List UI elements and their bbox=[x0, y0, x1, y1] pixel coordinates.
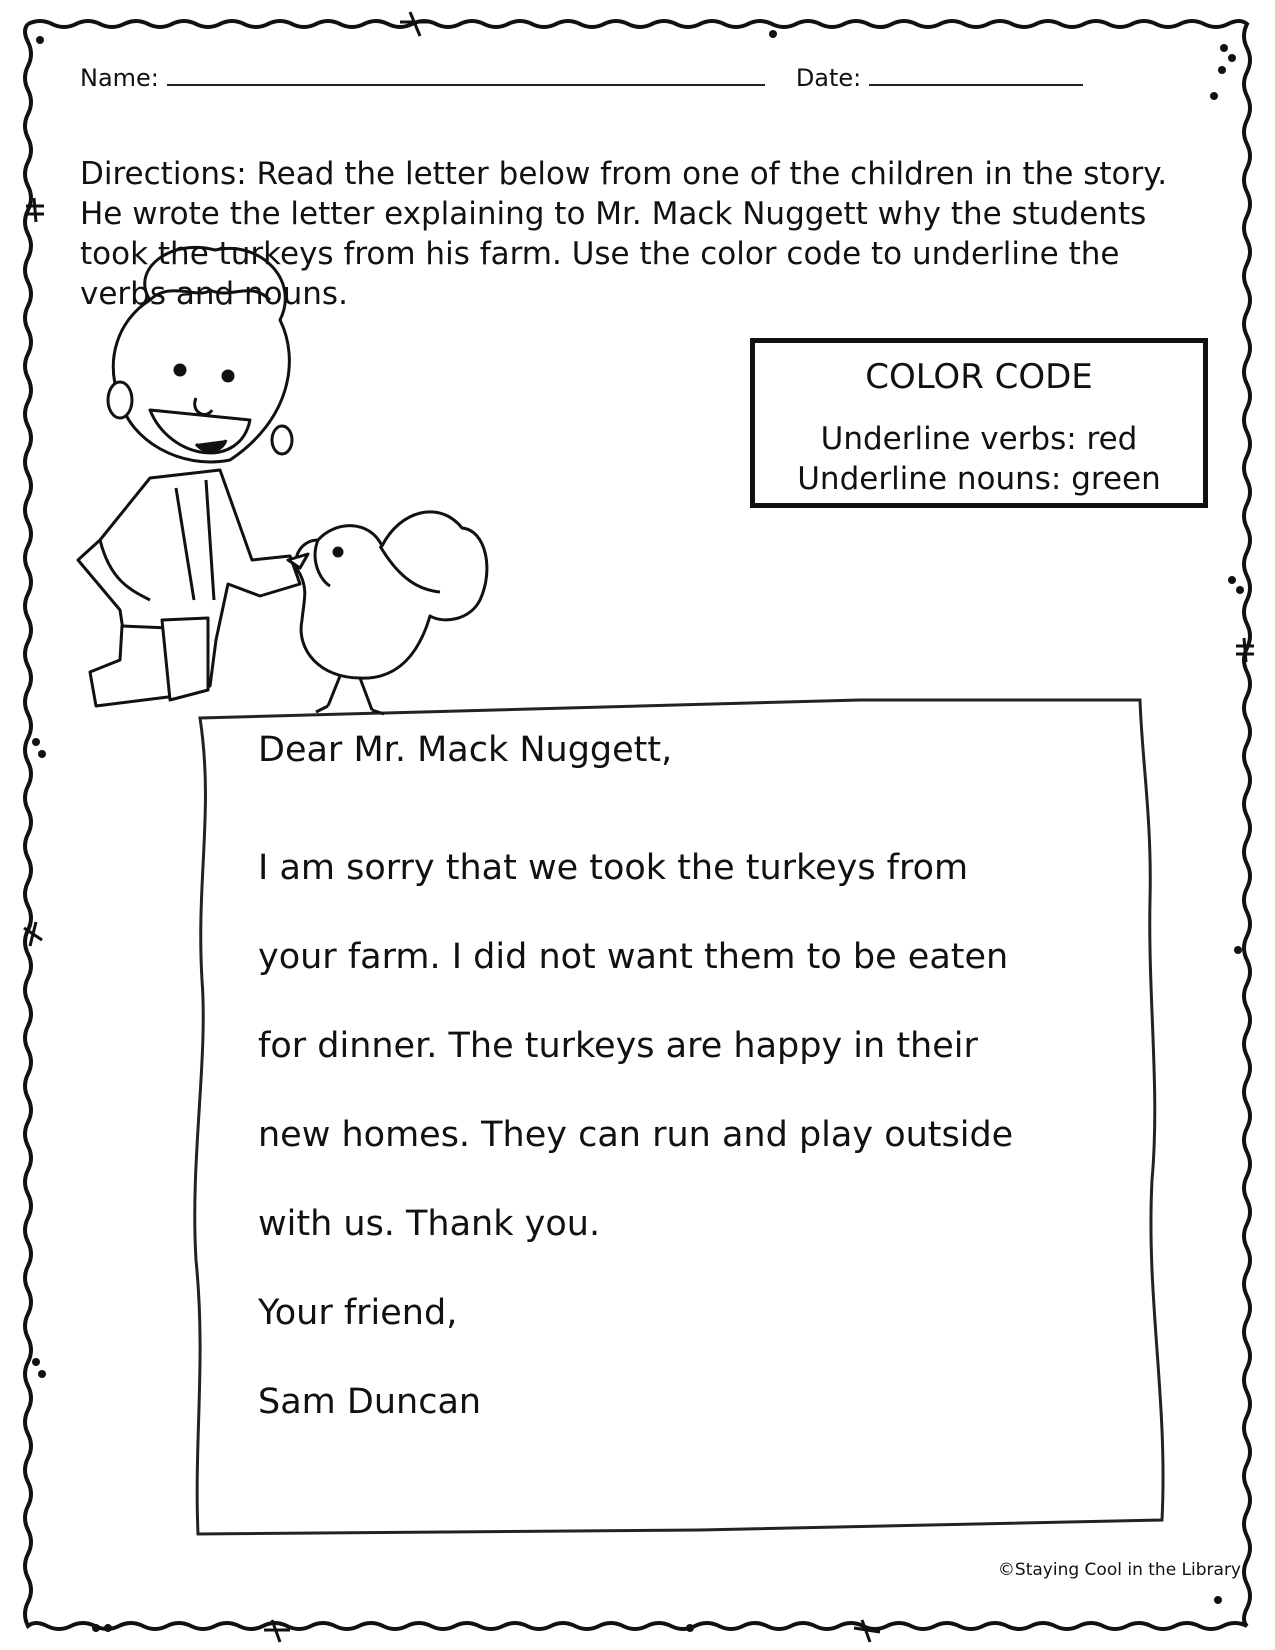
letter-line: with us. Thank you. bbox=[258, 1204, 601, 1244]
name-date-row bbox=[80, 64, 1083, 92]
copyright-credit: ©Staying Cool in the Library bbox=[997, 1560, 1241, 1580]
boy-and-turkey-illustration bbox=[78, 247, 487, 714]
date-label: Date: bbox=[795, 64, 862, 92]
letter-line: new homes. They can run and play outside bbox=[258, 1115, 1014, 1155]
verbs-rule: Underline verbs: red bbox=[820, 421, 1138, 457]
color-code-title: COLOR CODE bbox=[865, 357, 1093, 397]
letter-signature: Sam Duncan bbox=[258, 1382, 482, 1422]
letter-greeting: Dear Mr. Mack Nuggett, bbox=[258, 730, 673, 770]
letter-closing: Your friend, bbox=[258, 1293, 458, 1333]
date-field[interactable] bbox=[869, 66, 1083, 86]
name-field[interactable] bbox=[167, 66, 765, 86]
nouns-rule: Underline nouns: green bbox=[797, 461, 1161, 497]
letter-line: I am sorry that we took the turkeys from bbox=[258, 848, 969, 888]
letter-line: for dinner. The turkeys are happy in their bbox=[258, 1026, 978, 1066]
directions-text: Directions: Read the letter below from one of the children in the story. He wrote the letter explaining to Mr. Mack Nuggett why the students took the turkeys from his farm. Use the color code to underline the verbs and nouns. bbox=[80, 156, 1168, 312]
letter-line: your farm. I did not want them to be eaten bbox=[258, 937, 1009, 977]
name-label: Name: bbox=[80, 64, 159, 92]
color-code-box bbox=[750, 338, 1208, 508]
